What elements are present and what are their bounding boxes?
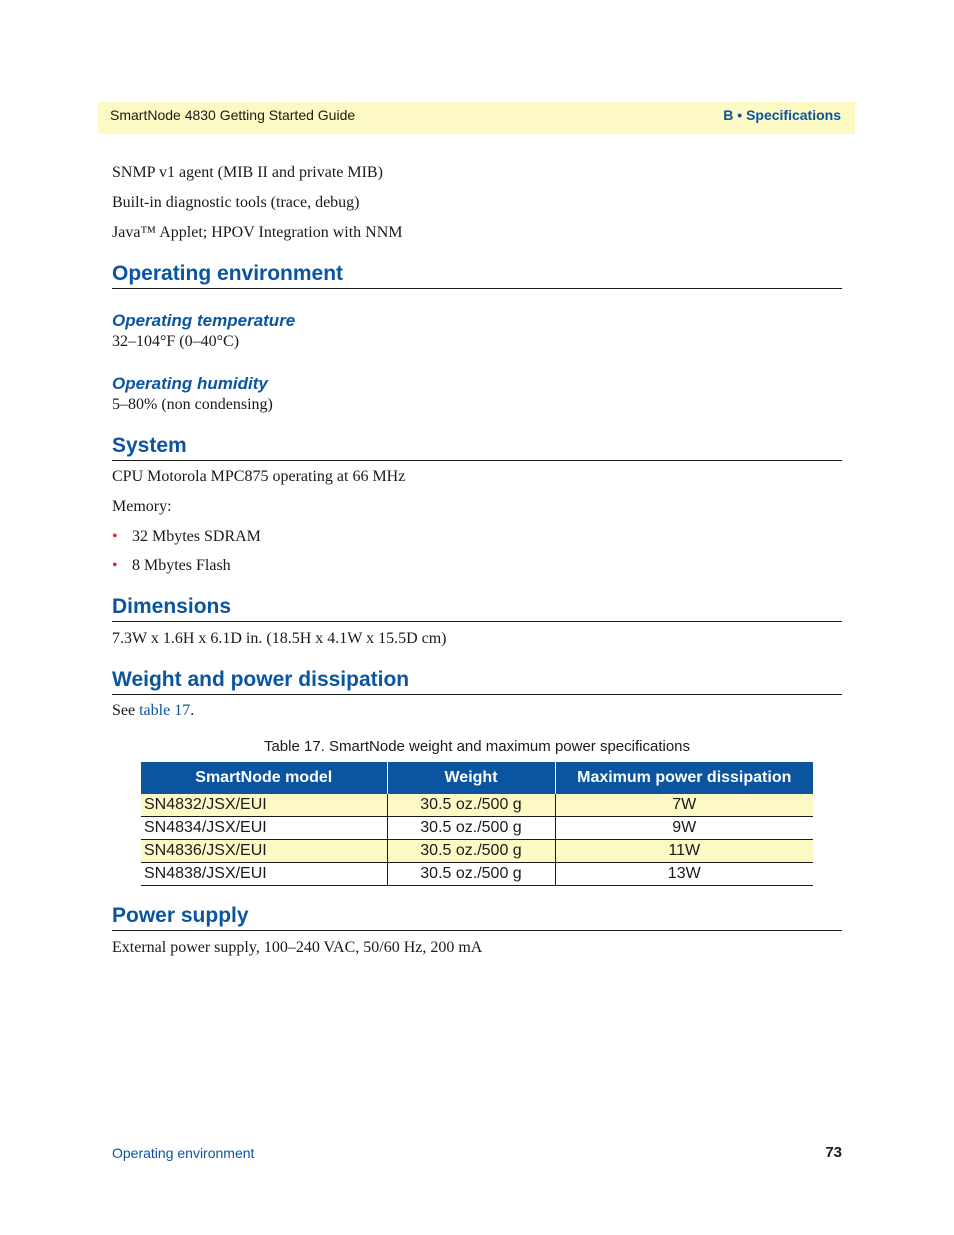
see-table-reference xyxy=(112,702,194,720)
cell-weight: 30.5 oz./500 g xyxy=(387,840,555,863)
power-supply-value: External power supply, 100–240 VAC, 50/60 Hz, 200 mA xyxy=(112,939,483,956)
see-suffix: . xyxy=(190,702,195,719)
header-guide-title: SmartNode 4830 Getting Started Guide xyxy=(110,107,356,123)
memory-item-flash: 8 Mbytes Flash xyxy=(132,557,231,574)
bullet-marker: • xyxy=(112,557,118,574)
see-prefix: See xyxy=(112,702,140,719)
heading-dimensions: Dimensions xyxy=(112,595,842,622)
cell-weight: 30.5 oz./500 g xyxy=(387,863,555,886)
cell-power: 9W xyxy=(555,817,813,840)
cell-power: 7W xyxy=(555,794,813,817)
footer-section-title: Operating environment xyxy=(112,1145,255,1161)
table-row xyxy=(141,794,813,817)
table-row xyxy=(141,840,813,863)
heading-power-supply: Power supply xyxy=(112,904,842,931)
table-row xyxy=(141,863,813,886)
cell-model: SN4838/JSX/EUI xyxy=(141,863,387,886)
column-header-weight: Weight xyxy=(387,762,555,794)
header-section-title: B • Specifications xyxy=(723,107,841,123)
system-memory-label: Memory: xyxy=(112,498,172,515)
page-number: 73 xyxy=(825,1144,842,1161)
heading-system: System xyxy=(112,434,842,461)
cell-weight: 30.5 oz./500 g xyxy=(387,794,555,817)
dimensions-value: 7.3W x 1.6H x 6.1D in. (18.5H x 4.1W x 15.5D cm) xyxy=(112,630,447,647)
list-item xyxy=(112,557,231,575)
cell-power: 13W xyxy=(555,863,813,886)
heading-operating-temperature: Operating temperature xyxy=(112,311,296,330)
intro-line-java: Java™ Applet; HPOV Integration with NNM xyxy=(112,224,403,241)
operating-temperature-value: 32–104°F (0–40°C) xyxy=(112,333,240,350)
intro-line-diagnostics: Built-in diagnostic tools (trace, debug) xyxy=(112,194,360,211)
column-header-model: SmartNode model xyxy=(141,762,387,794)
table-row xyxy=(141,817,813,840)
operating-humidity-value: 5–80% (non condensing) xyxy=(112,396,273,413)
cell-weight: 30.5 oz./500 g xyxy=(387,817,555,840)
memory-item-sdram: 32 Mbytes SDRAM xyxy=(132,528,261,545)
intro-line-snmp: SNMP v1 agent (MIB II and private MIB) xyxy=(112,164,383,181)
heading-weight-power: Weight and power dissipation xyxy=(112,668,842,695)
cell-power: 11W xyxy=(555,840,813,863)
cell-model: SN4832/JSX/EUI xyxy=(141,794,387,817)
heading-operating-environment: Operating environment xyxy=(112,262,842,289)
cell-model: SN4836/JSX/EUI xyxy=(141,840,387,863)
system-cpu: CPU Motorola MPC875 operating at 66 MHz xyxy=(112,468,406,485)
bullet-marker: • xyxy=(112,528,118,545)
table-caption: Table 17. SmartNode weight and maximum power specifications xyxy=(263,738,691,755)
list-item xyxy=(112,528,261,546)
column-header-power: Maximum power dissipation xyxy=(555,762,813,794)
specifications-table xyxy=(141,762,813,886)
table-header-row xyxy=(141,762,813,794)
running-header xyxy=(98,102,855,134)
cell-model: SN4834/JSX/EUI xyxy=(141,817,387,840)
heading-operating-humidity: Operating humidity xyxy=(112,374,268,393)
table-17-link[interactable]: table 17 xyxy=(139,702,191,719)
